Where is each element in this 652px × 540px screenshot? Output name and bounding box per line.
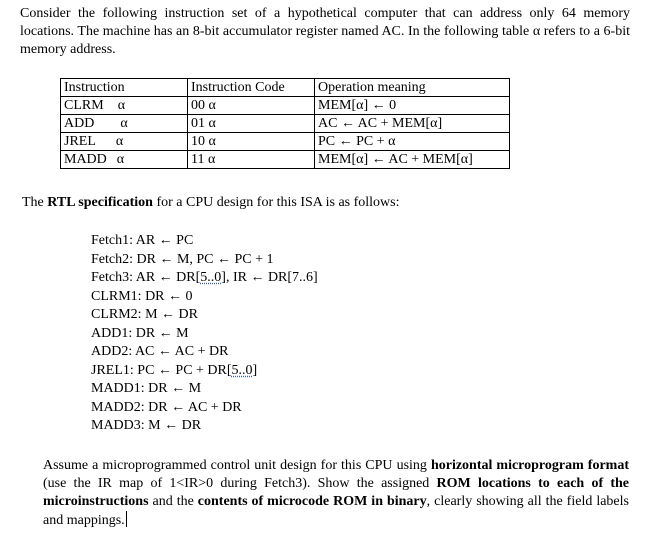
cell-meaning: MEM[α] ← AC + MEM[α] (315, 151, 510, 169)
rtl-add1: ADD1: DR ← M (91, 325, 189, 341)
mnemonic: ADD (64, 116, 95, 131)
cell-instruction (61, 133, 188, 151)
table-row-clrm (61, 97, 510, 115)
operand: α (115, 134, 124, 149)
cell-meaning: AC ← AC + MEM[α] (315, 115, 510, 133)
cell-instruction (61, 115, 188, 133)
rtl-text: ] (252, 362, 258, 378)
mnemonic: MADD (64, 152, 107, 167)
header-operation-meaning: Operation meaning (315, 79, 510, 97)
cell-meaning: MEM[α] ← 0 (315, 97, 510, 115)
rtl-madd3: MADD3: M ← DR (91, 418, 202, 433)
question-text: Assume a microprogrammed control unit design for this CPU using (43, 458, 431, 473)
cell-meaning: PC ← PC + α (315, 133, 510, 151)
rtl-clrm2: CLRM2: M ← DR (91, 307, 198, 322)
table-row-madd (61, 151, 510, 169)
rtl-clrm1: CLRM1: DR ← 0 (91, 288, 193, 304)
operand: α (117, 98, 126, 113)
header-instruction: Instruction (61, 79, 188, 97)
question-bold: horizontal microprogram format (430, 458, 629, 473)
table-row-jrel (61, 133, 510, 151)
instruction-set-table (60, 78, 510, 169)
rtl-text: Fetch3: AR ← DR[ (91, 270, 201, 285)
cell-instruction (61, 97, 188, 115)
rtl-madd2: MADD2: DR ← AC + DR (91, 399, 242, 415)
rtl-fetch3 (91, 269, 318, 288)
question-bold: ROM locations to each of the microinstructions (43, 476, 629, 509)
rtl-madd1: MADD1: DR ← M (91, 381, 202, 396)
question-bold: contents of microcode ROM in binary (197, 494, 427, 509)
text-cursor (126, 511, 127, 527)
mnemonic: JREL (64, 134, 96, 149)
rtl-range: 5..0 (200, 270, 222, 285)
operand: α (116, 152, 125, 167)
rtl-intro (22, 194, 400, 212)
question-text: and the (148, 494, 198, 509)
rtl-intro-bold: RTL specification (47, 195, 153, 210)
header-instruction-code: Instruction Code (188, 79, 315, 97)
table-row-add (61, 115, 510, 133)
rtl-jrel1 (91, 362, 318, 381)
cell-code: 11 α (188, 151, 315, 169)
rtl-intro-text: The (22, 195, 48, 210)
rtl-text: JREL1: PC ← PC + DR[ (91, 362, 232, 378)
rtl-fetch2: Fetch2: DR ← M, PC ← PC + 1 (91, 251, 274, 267)
rtl-add2: ADD2: AC ← AC + DR (91, 344, 229, 359)
question-paragraph (43, 457, 629, 530)
cell-code: 10 α (188, 133, 315, 151)
rtl-fetch1: Fetch1: AR ← PC (91, 233, 194, 248)
cell-code: 00 α (188, 97, 315, 115)
intro-paragraph: Consider the following instruction set of a hypothetical computer that can address only 64 memory locations. The machine has an 8-bit accumulator register named AC. In the following table α refers to a 6-bit memory address. (20, 6, 630, 57)
question-text: (use the IR map of 1<IR>0 during Fetch3). Show the assigned (43, 476, 437, 491)
mnemonic: CLRM (64, 98, 104, 113)
question-text: , clearly showing all the field labels and mappings. (43, 494, 629, 528)
rtl-text: ], IR ← DR[7..6] (221, 270, 318, 285)
operand: α (120, 116, 128, 131)
rtl-range: 5..0 (231, 362, 253, 378)
rtl-intro-text: for a CPU design for this ISA is as follows: (152, 195, 400, 210)
cell-instruction (61, 151, 188, 169)
table-header-row (61, 79, 510, 97)
cell-code: 01 α (188, 115, 315, 133)
rtl-specification-list (91, 232, 318, 436)
